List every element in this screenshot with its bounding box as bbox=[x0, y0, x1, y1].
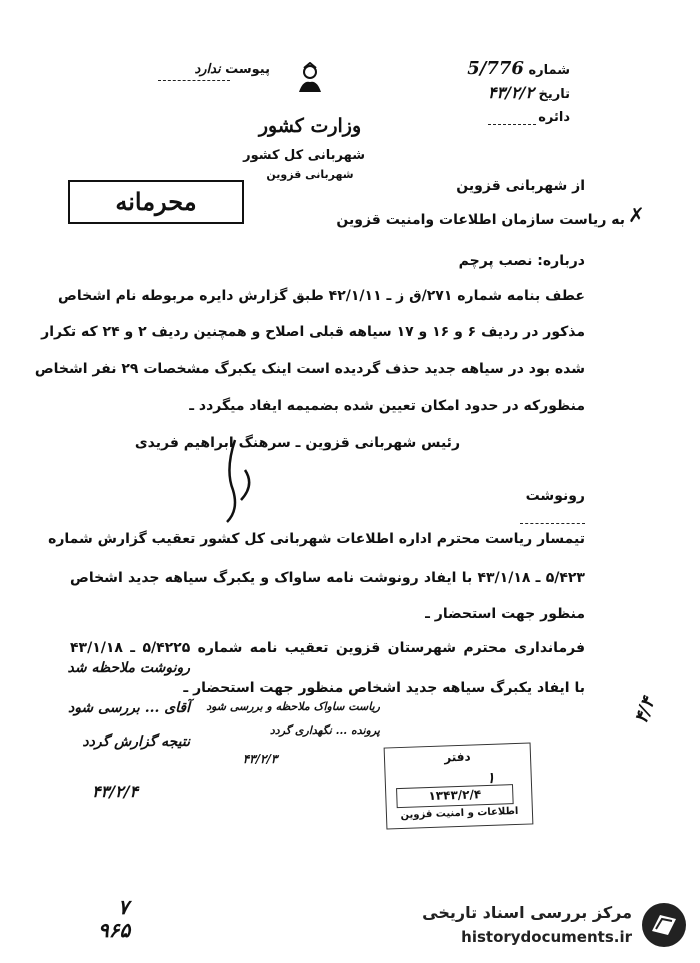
classification-box bbox=[68, 180, 244, 224]
copy-line-5: با ایفاد یکبرگ سیاهه جدید اشخاص منظور جهت استحضار ـ bbox=[183, 680, 585, 696]
from-line: از شهربانی قزوین bbox=[456, 178, 585, 194]
attachment-value: ندارد bbox=[194, 62, 221, 77]
department-title: شهربانی کل کشور bbox=[243, 148, 365, 163]
to-line: به ریاست سازمان اطلاعات وامنیت قزوین bbox=[336, 212, 625, 228]
attachment-label: پیوست bbox=[225, 62, 270, 77]
stamp-date-box bbox=[396, 784, 514, 808]
watermark-site: historydocuments.ir bbox=[461, 928, 632, 946]
watermark-title: مرکز بررسی اسناد تاریخی bbox=[422, 903, 632, 922]
number-value: 5/776 bbox=[467, 58, 524, 79]
left-note-line-3: نتیجه گزارش گردد bbox=[82, 734, 190, 750]
stamp-org: اطلاعات و امنیت قزوین bbox=[400, 805, 519, 822]
body-line-2: مذکور در ردیف ۶ و ۱۶ و ۱۷ سیاهه قبلی اصلاح و همچنین ردیف ۲ و ۲۴ که تکرار bbox=[41, 324, 585, 340]
watermark bbox=[420, 897, 690, 953]
middle-note-line-2: پرونده ... نگهداری گردد bbox=[269, 724, 380, 737]
lion-and-sun-emblem-icon bbox=[293, 62, 327, 96]
middle-handwritten-note bbox=[206, 700, 380, 780]
number-label: شماره bbox=[528, 63, 570, 78]
copy-line-1: تیمسار ریاست محترم اداره اطلاعات شهربانی کل کشور تعقیب گزارش شماره bbox=[48, 531, 585, 547]
number-field bbox=[467, 58, 570, 79]
classification-label: محرمانه bbox=[115, 187, 197, 216]
side-mark: ۴/۴ bbox=[630, 694, 660, 727]
date-value: ۴۳/۲/۲ bbox=[487, 83, 534, 102]
middle-note-line-3: ۴۳/۲/۳ bbox=[242, 752, 278, 766]
sub-department-title: شهربانی قزوین bbox=[266, 168, 354, 181]
stamp-number: ۱ bbox=[486, 768, 496, 788]
watermark-logo-icon bbox=[640, 901, 688, 949]
body-line-4: منظورکه در حدود امکان تعیین شده بضمیمه ایفاد میگردد ـ bbox=[189, 398, 585, 414]
copies-heading: رونوشت bbox=[525, 488, 585, 504]
subject-line: درباره: نصب پرچم bbox=[458, 253, 585, 269]
ministry-title: وزارت کشور bbox=[258, 115, 362, 137]
left-note-line-2: آقای ... بررسی شود bbox=[67, 700, 190, 716]
copies-heading-underline bbox=[520, 523, 585, 524]
copy-line-2: ۵/۴۲۳ ـ ۴۳/۱/۱۸ با ایفاد رونوشت نامه ساواک و یکبرگ سیاهه جدید اشخاص bbox=[70, 570, 585, 586]
left-note-line-4: ۴۳/۲/۴ bbox=[91, 782, 139, 801]
stamp-date: ۱۳۴۳/۲/۴ bbox=[428, 787, 482, 804]
bottom-number-top: ۷ bbox=[118, 895, 129, 919]
attachment-underline bbox=[158, 80, 230, 81]
to-mark-icon: ✗ bbox=[628, 203, 645, 227]
signature-line: رئیس شهربانی قزوین ـ سرهنگ ابراهیم فریدی bbox=[134, 435, 460, 451]
attachment-field bbox=[160, 62, 270, 77]
office-label: دائره bbox=[538, 110, 570, 125]
left-handwritten-note bbox=[40, 660, 190, 810]
copy-line-4: فرمانداری محترم شهرستان قزوین تعقیب نامه شماره ۵/۴۲۲۵ ـ ۴۳/۱/۱۸ bbox=[70, 640, 585, 656]
body-line-1: عطف بنامه شماره ۲۷۱/ق ز ـ ۴۲/۱/۱۱ طبق گزارش دایره مربوطه نام اشخاص bbox=[58, 288, 585, 304]
office-underline bbox=[488, 124, 536, 125]
office-field bbox=[470, 110, 570, 125]
date-label: تاریخ bbox=[538, 87, 570, 102]
left-note-line-1: رونوشت ملاحظه شد bbox=[67, 660, 190, 676]
stamp-title: دفتر bbox=[444, 749, 471, 765]
copy-line-3: منظور جهت استحضار ـ bbox=[425, 606, 585, 622]
middle-note-line-1: ریاست ساواک ملاحظه و بررسی شود bbox=[206, 700, 380, 713]
date-field bbox=[470, 83, 570, 102]
bottom-number: ۹۶۵ bbox=[98, 918, 131, 942]
received-stamp bbox=[384, 742, 534, 829]
signature-scribble-icon bbox=[205, 430, 265, 530]
body-line-3: شده بود در سیاهه جدید حذف گردیده است اینک یکبرگ مشخصات ۲۹ نفر اشخاص bbox=[34, 361, 585, 377]
